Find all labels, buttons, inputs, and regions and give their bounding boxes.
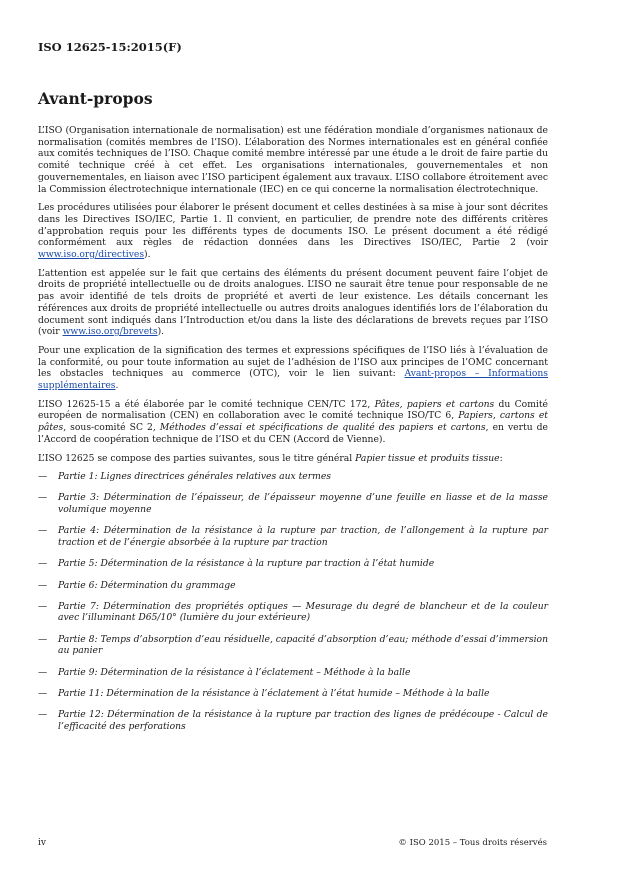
list-item (38, 634, 548, 657)
list-item (38, 709, 548, 732)
supplementary-info-link[interactable]: Avant-propos – Informations supplémentaires (38, 368, 548, 392)
foreword-body (38, 125, 548, 742)
part-title: Partie 1: Lignes directrices générales relatives aux termes (58, 471, 332, 483)
part-title: Partie 5: Détermination de la résistance à la rupture par traction à l’état humide (58, 558, 435, 570)
part-title: Partie 11: Détermination de la résistance à l’éclatement à l’état humide – Méthode à la balle (58, 687, 490, 699)
copyright-notice: © ISO 2015 – Tous droits réservés (398, 838, 547, 848)
document-id: ISO 12625-15:2015(F) (38, 40, 182, 54)
page-number: iv (38, 838, 46, 848)
list-item (38, 525, 548, 548)
dash-bullet: — (38, 708, 48, 720)
committee-title: Pâtes, papiers et cartons (374, 398, 495, 410)
dash-bullet: — (38, 666, 48, 678)
dash-bullet: — (38, 558, 48, 570)
part-title: Partie 7: Détermination des propriétés optiques — Mesurage du degré de blancheur et de la couleur avec l’illuminant D65/10° (lumière du jour extérieure) (58, 600, 548, 624)
paragraph-text: L’ISO 12625-15 a été élaborée par le comité technique CEN/TC 172, (38, 398, 375, 410)
list-item (38, 471, 548, 483)
paragraph-parts-intro (38, 453, 548, 465)
paragraph-text: Les procédures utilisées pour élaborer le présent document et celles destinées à sa mise à jour sont décrites dans les Directives ISO/IEC, Partie 1. Il convient, en particulier, de prendre note des différents critères d’approbation requis pour les différents types de documents ISO. Le présent document a été rédigé conformément aux règles de rédaction données dans les Directives ISO/IEC, Partie 2 (voir (38, 202, 548, 249)
part-title: Partie 8: Temps d’absorption d’eau résiduelle, capacité d’absorption d’eau; méthode d’essai d’immersion au panier (58, 633, 548, 657)
paragraph-text: ). (157, 326, 165, 338)
directives-link[interactable]: www.iso.org/directives (38, 249, 145, 261)
list-item (38, 601, 548, 624)
dash-bullet: — (38, 633, 48, 645)
paragraph-procedures (38, 202, 548, 261)
paragraph-conformity (38, 345, 548, 392)
part-title: Partie 3: Détermination de l’épaisseur, de l’épaisseur moyenne d’une feuille en liasse et de la masse volumique moyenne (58, 492, 548, 516)
part-title: Partie 9: Détermination de la résistance à l’éclatement – Méthode à la balle (58, 666, 411, 678)
paragraph-text: du Comité européen de normalisation (CEN) en collaboration avec le comité technique ISO/TC 6, (38, 398, 548, 422)
paragraph-iso-intro: L’ISO (Organisation internationale de normalisation) est une fédération mondiale d’organismes nationaux de normalisation (comités membres de l’ISO). L’élaboration des Normes internationales est en général confiée aux comités techniques de l’ISO. Chaque comité membre intéressé par une étude a le droit de faire partie du comité technique créé à cet effet. Les organisations internationales, gouvernementales et non gouvernementales, en liaison avec l’ISO participent également aux travaux. L’ISO collabore étroitement avec la Commission électrotechnique internationale (IEC) en ce qui concerne la normalisation électrotechnique. (38, 125, 548, 195)
paragraph-patents (38, 268, 548, 338)
dash-bullet: — (38, 600, 48, 612)
list-item (38, 688, 548, 700)
parts-list (38, 471, 548, 732)
dash-bullet: — (38, 579, 48, 591)
part-title: Partie 12: Détermination de la résistance à la rupture par traction des lignes de prédécoupe - Calcul de l’efficacité des perforations (58, 708, 548, 732)
paragraph-committee (38, 399, 548, 446)
list-item (38, 492, 548, 515)
paragraph-text: , sous-comité SC 2, (63, 422, 160, 434)
subcommittee-title: Méthodes d’essai et spécifications de qualité des papiers et cartons (159, 422, 486, 434)
list-item (38, 667, 548, 679)
part-title: Partie 4: Détermination de la résistance à la rupture par traction, de l’allongement à la rupture par traction et de l’énergie absorbée à la rupture par traction (58, 525, 548, 549)
dash-bullet: — (38, 525, 48, 537)
dash-bullet: — (38, 687, 48, 699)
general-title: Papier tissue et produits tissue (355, 452, 500, 464)
page-title: Avant-propos (38, 89, 153, 108)
committee-title: Papiers, cartons et pâtes (38, 410, 548, 434)
paragraph-text: ). (144, 249, 151, 261)
dash-bullet: — (38, 492, 48, 504)
paragraph-text: L’attention est appelée sur le fait que certains des éléments du présent document peuvent faire l’objet de droits de propriété intellectuelle ou de droits analogues. L’ISO ne saurait être tenue pour responsable de ne pas avoir identifié de tels droits de propriété et averti de leur existence. Les détails concernant les références aux droits de propriété intellectuelle ou autres droits analogues identifiés lors de l’élaboration du document sont indiqués dans l’Introduction et/ou dans la liste des déclarations de brevets reçues par l’ISO (voir (38, 267, 548, 338)
paragraph-text: : (499, 452, 503, 464)
paragraph-text: . (115, 380, 119, 392)
list-item (38, 580, 548, 592)
dash-bullet: — (38, 471, 48, 483)
paragraph-text: , en vertu de l’Accord de coopération technique de l’ISO et du CEN (Accord de Vienne). (38, 422, 548, 445)
part-title: Partie 6: Détermination du grammage (58, 579, 236, 591)
paragraph-text: Pour une explication de la signification des termes et expressions spécifiques de l’ISO liés à l’évaluation de la conformité, ou pour toute information au sujet de l’adhésion de l’ISO aux principes de l’OMC concernant les obstacles techniques au commerce (OTC), voir le lien suivant: (38, 344, 548, 380)
paragraph-text: L’ISO 12625 se compose des parties suivantes, sous le titre général (38, 452, 356, 464)
patents-link[interactable]: www.iso.org/brevets (62, 326, 158, 338)
list-item (38, 558, 548, 570)
